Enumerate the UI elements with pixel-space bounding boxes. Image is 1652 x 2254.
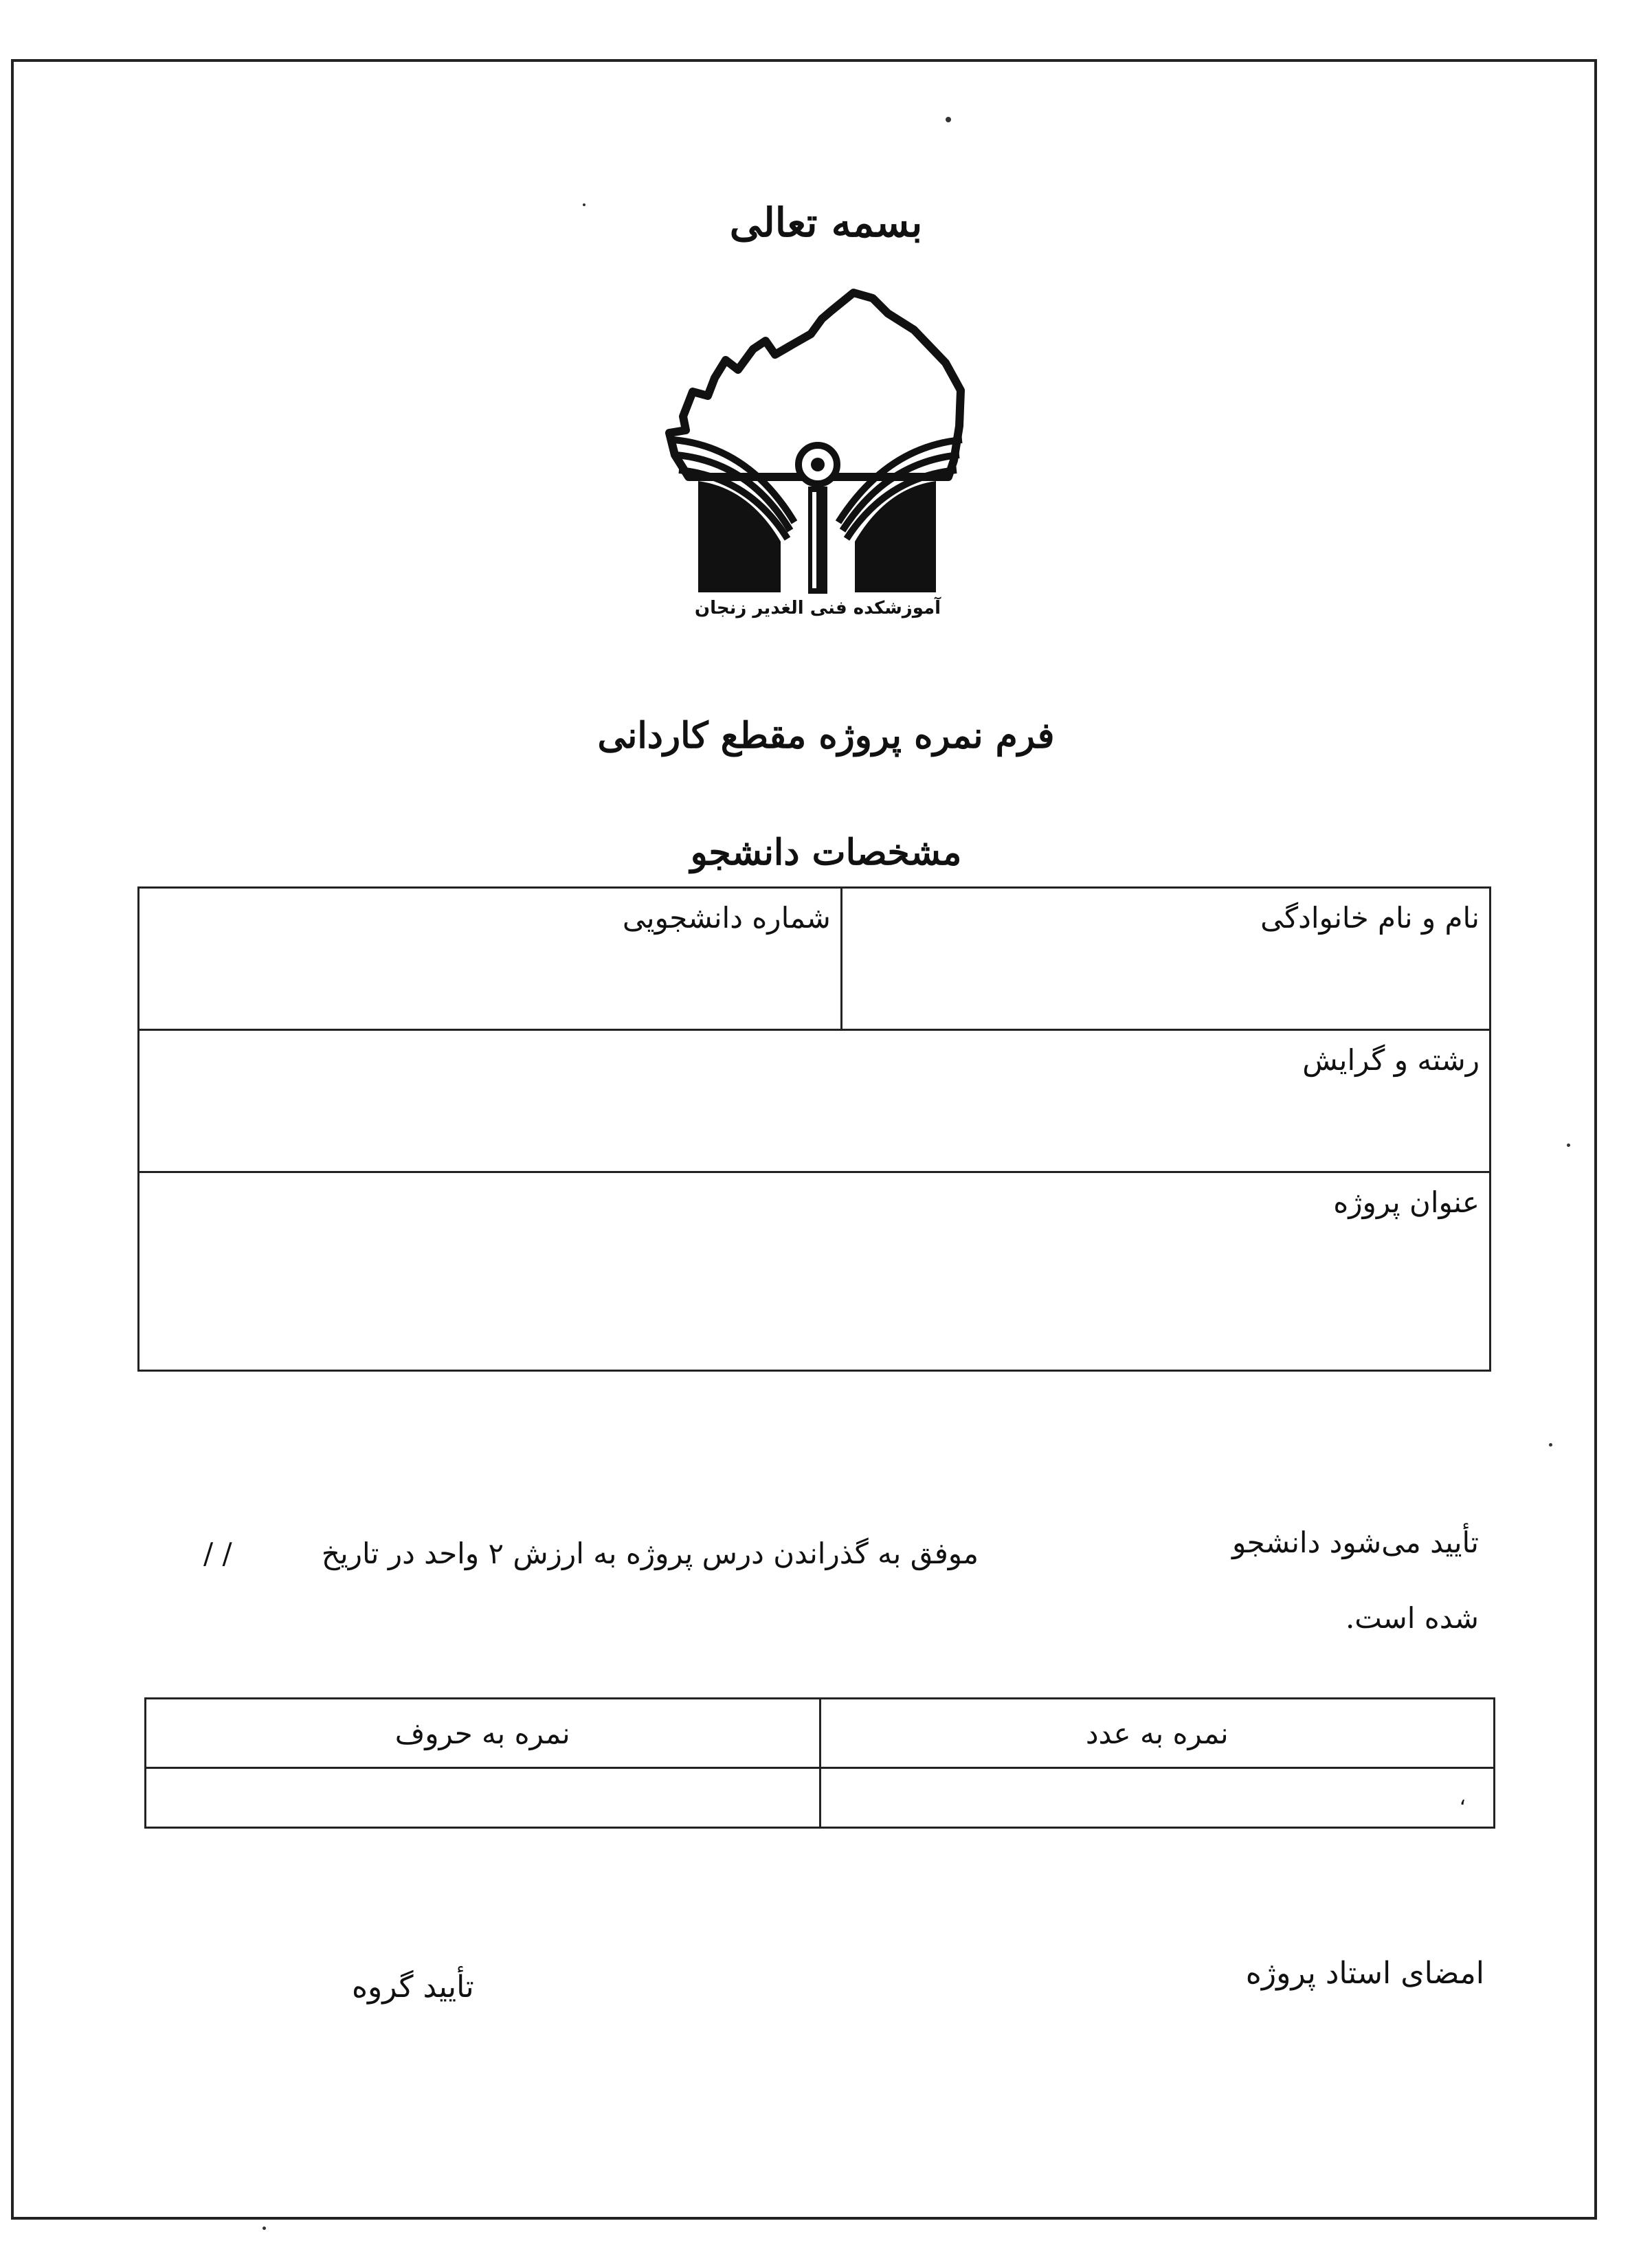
major-cell[interactable] [139,1030,1491,1172]
institution-name: آموزشکده فنی الغدیر زنجان [694,598,941,618]
grade-letters-header: نمره به حروف [146,1699,821,1768]
project-title-label: عنوان پروژه [1333,1185,1480,1219]
major-label: رشته و گرایش [1302,1043,1480,1077]
scan-speck [1549,1443,1552,1447]
table-row [139,1172,1491,1371]
scan-speck [946,117,951,122]
section-title: مشخصات دانشجو [690,832,962,873]
table-row [139,888,1491,1030]
grade-letters-value[interactable] [146,1768,821,1828]
grade-numeric-value[interactable]: ، [820,1768,1495,1828]
statement-part3: شده است. [1345,1601,1479,1635]
group-approval-label: تأیید گروه [352,1970,474,2005]
grade-numeric-header: نمره به عدد [820,1699,1495,1768]
grade-table [144,1697,1495,1829]
student-number-cell[interactable] [139,888,842,1030]
supervisor-signature-label: امضای استاد پروژه [1245,1956,1484,1991]
scan-speck [1567,1143,1570,1147]
institution-logo-icon [653,275,983,632]
table-row [146,1768,1495,1828]
name-label: نام و نام خانوادگی [1260,901,1480,935]
student-number-label: شماره دانشجویی [622,901,831,935]
statement-part2: موفق به گذراندن درس پروژه به ارزش ۲ واحد در تاریخ [321,1537,979,1570]
table-row [146,1699,1495,1768]
name-cell[interactable] [841,888,1490,1030]
form-title: فرم نمره پروژه مقطع کاردانی [597,715,1055,757]
date-slashes: / / [203,1537,232,1570]
scan-speck [263,2227,266,2230]
student-info-table [137,886,1491,1372]
table-row [139,1030,1491,1172]
project-title-cell[interactable] [139,1172,1491,1371]
basmala-heading: بسمه تعالی [729,199,923,246]
statement-part1: تأیید می‌شود دانشجو [1231,1526,1479,1559]
